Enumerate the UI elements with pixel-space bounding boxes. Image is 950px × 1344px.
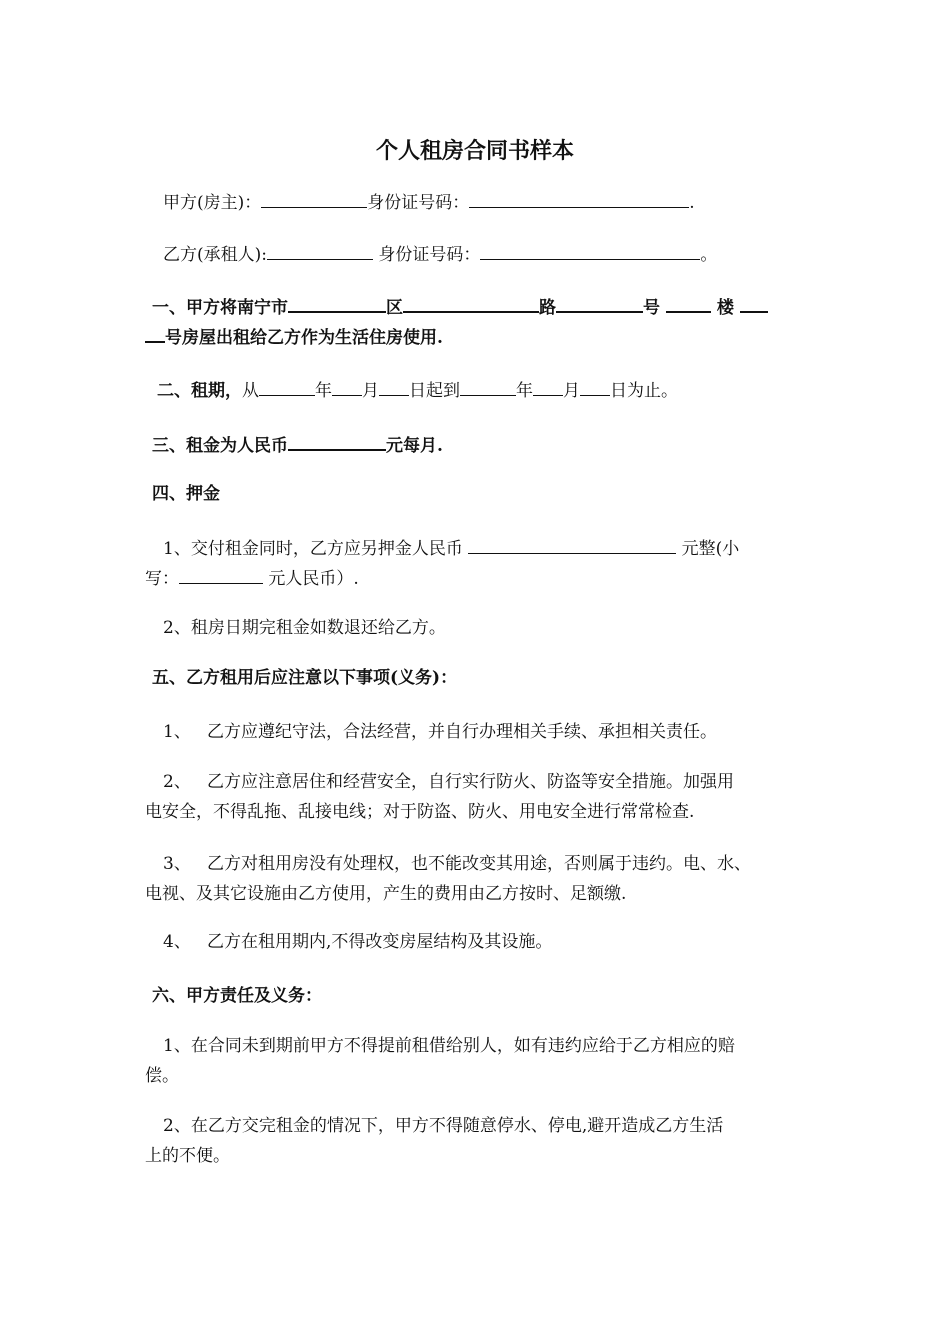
s4-i1-text-2: 元整(小 [681,539,740,559]
s6-item-1-line-1: 1、在合同未到期前甲方不得提前租借给别人，如有违约应给于乙方相应的赔 [163,1036,735,1056]
s4-deposit-amount-blank[interactable] [179,566,263,584]
s1-number-blank[interactable] [666,294,711,313]
party-b-id-label: 身份证号码： [378,245,481,265]
s2-end-year-blank[interactable] [460,378,516,396]
s2-text-7: 日为止。 [610,381,678,401]
section-5-heading: 五、乙方租用后应注意以下事项(义务)： [152,668,458,688]
s5-item-2-line-2: 电安全，不得乱拖、乱接电线；对于防盗、防火、用电安全进行常常检查. [145,802,695,822]
s1-city-blank[interactable] [288,294,386,313]
s4-item-1-line-1 [163,536,739,559]
s4-deposit-blank[interactable] [468,536,676,554]
s5-item-2-line-1: 2、 乙方应注意居住和经营安全，自行实行防火、防盗等安全措施。加强用 [163,772,735,792]
s3-text-2: 元每月. [386,436,443,456]
s6-item-2-line-1: 2、在乙方交完租金的情况下，甲方不得随意停水、停电,避开造成乙方生活 [163,1116,724,1136]
s3-text-1: 三、租金为人民币 [152,436,288,456]
s1-floor-blank[interactable] [740,294,768,313]
s4-i1-text-4: 元人民币）. [268,569,359,589]
s6-item-2-line-2: 上的不便。 [145,1146,230,1166]
party-b-line [163,242,717,265]
s5-item-1: 1、 乙方应遵纪守法，合法经营，并自行办理相关手续、承担相关责任。 [163,722,718,742]
s2-start-month-blank[interactable] [332,378,362,396]
s5-item-4: 4、 乙方在租用期内,不得改变房屋结构及其设施。 [163,932,553,952]
s4-item-2: 2、租房日期完租金如数退还给乙方。 [163,618,446,638]
party-b-id-blank[interactable] [480,242,700,260]
s1-text-2: 区 [386,298,403,318]
s5-item-3-line-2: 电视、及其它设施由乙方使用，产生的费用由乙方按时、足额缴. [145,884,627,904]
s2-text-5: 年 [516,381,533,401]
party-a-end: . [689,193,695,213]
party-a-id-label: 身份证号码： [367,193,470,213]
s2-text-2: 年 [315,381,332,401]
s4-i1-text-1: 1、交付租金同时，乙方应另押金人民币 [163,539,463,559]
s2-text-1: 从 [242,381,259,401]
section-1-line-1 [152,294,768,318]
s2-heading: 二、租期， [157,381,242,401]
s2-start-year-blank[interactable] [259,378,315,396]
s4-item-1-line-2 [145,566,359,589]
party-b-end: 。 [700,245,718,265]
s2-end-day-blank[interactable] [580,378,610,396]
s2-text-6: 月 [563,381,580,401]
section-3-line [152,432,443,456]
section-4-heading: 四、押金 [152,484,220,504]
s1-text-4: 号 [643,298,660,318]
s2-text-4: 日起到 [409,381,460,401]
s2-end-month-blank[interactable] [533,378,563,396]
s1-road-blank[interactable] [556,294,643,313]
s5-item-3-line-1: 3、 乙方对租用房没有处理权，也不能改变其用途，否则属于违约。电、水、 [163,854,752,874]
s1-text-6: 号房屋出租给乙方作为生活住房使用. [165,328,443,348]
section-6-heading: 六、甲方责任及义务： [152,986,322,1006]
section-2-line [157,378,678,401]
s1-district-blank[interactable] [403,294,539,313]
s1-text-1: 一、甲方将南宁市 [152,298,288,318]
s3-rent-blank[interactable] [288,432,386,451]
s1-room-blank[interactable] [145,324,165,343]
party-a-id-blank[interactable] [469,190,689,208]
party-b-label: 乙方(承租人): [163,245,267,265]
s6-item-1-line-2: 偿。 [145,1066,179,1086]
s1-text-3: 路 [539,298,556,318]
document-title: 个人租房合同书样本 [375,138,574,164]
s4-i1-text-3: 写： [145,569,179,589]
party-a-name-blank[interactable] [261,190,367,208]
s1-text-5: 楼 [716,298,734,318]
s2-text-3: 月 [362,381,379,401]
party-b-name-blank[interactable] [267,242,373,260]
s2-start-day-blank[interactable] [379,378,409,396]
party-a-label: 甲方(房主)： [163,193,262,213]
section-1-line-2 [145,324,443,348]
party-a-line [163,190,695,213]
